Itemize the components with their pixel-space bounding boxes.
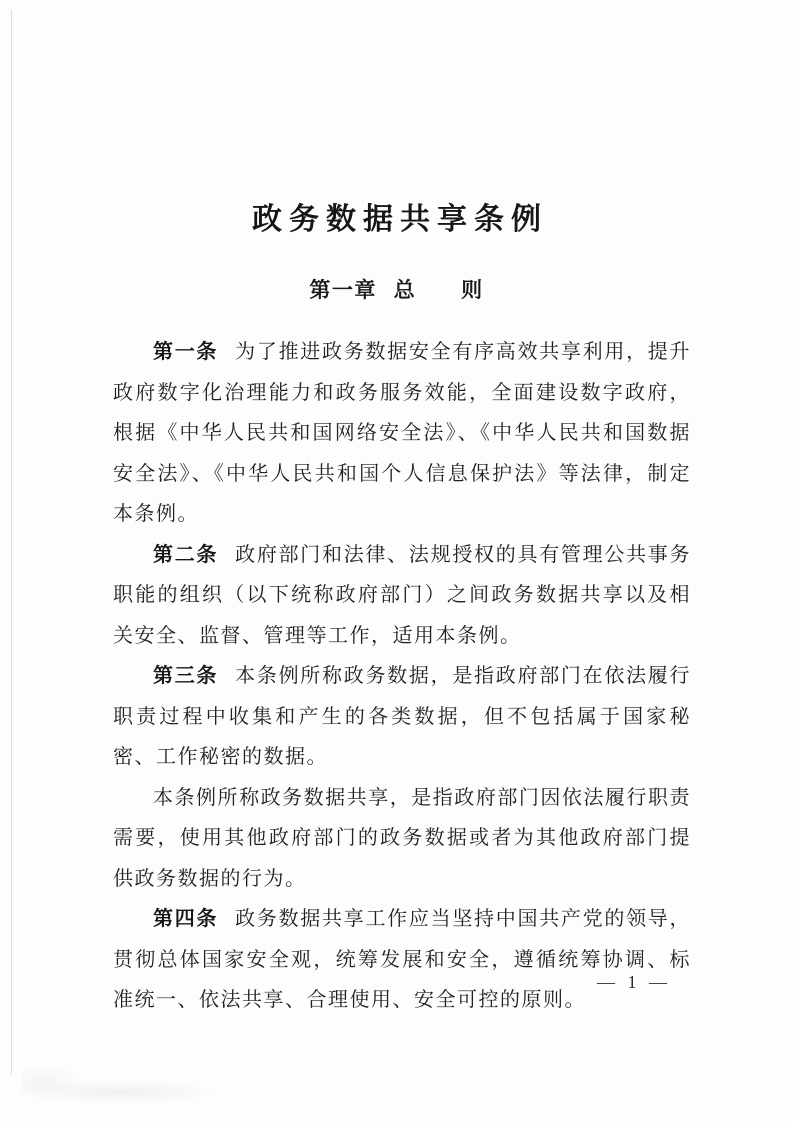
- scan-line-artifact: [11, 10, 12, 1075]
- article-text: 政务数据共享工作应当坚持中国共产党的领导，贯彻总体国家安全观，统筹发展和安全，遵循统筹协调、标准统一、依法共享、合理使用、安全可控的原则。: [113, 908, 692, 1011]
- article-number: 第四条: [153, 908, 219, 930]
- page-number: — 1 —: [597, 972, 671, 992]
- chapter-heading: [0, 277, 793, 303]
- scan-smudge-artifact: [22, 1060, 322, 1105]
- article-text: 政府部门和法律、法规授权的具有管理公共事务职能的组织（以下统称政府部门）之间政务数据共享以及相关安全、监督、管理等工作，适用本条例。: [113, 543, 692, 647]
- article-number: 第一条: [153, 341, 219, 363]
- article-text: 本条例所称政务数据，是指政府部门在依法履行职责过程中收集和产生的各类数据，但不包括属于国家秘密、工作秘密的数据。: [113, 665, 692, 768]
- article-number: 第三条: [153, 665, 219, 687]
- document-title: 政务数据共享条例: [252, 203, 548, 236]
- article-paragraph: [113, 899, 691, 1021]
- document-body: [113, 332, 691, 1021]
- article-paragraph: [113, 656, 691, 778]
- article-text: 本条例所称政务数据共享，是指政府部门因依法履行职责需要，使用其他政府部门的政务数据或者为其他政府部门提供政务数据的行为。: [113, 786, 691, 890]
- article-paragraph: [113, 535, 691, 657]
- chapter-title: 总 则: [393, 278, 484, 302]
- article-number: 第二条: [153, 543, 219, 566]
- article-text: 为了推进政务数据安全有序高效共享利用，提升政府数字化治理能力和政务服务效能，全面建设数字政府，根据《中华人民共和国网络安全法》、《中华人民共和国数据安全法》、《中华人民共和国个人信息保护法》等法律，制定本条例。: [113, 341, 692, 525]
- article-paragraph: [113, 778, 691, 900]
- chapter-number: 第一章: [309, 278, 377, 302]
- article-paragraph: [113, 332, 691, 535]
